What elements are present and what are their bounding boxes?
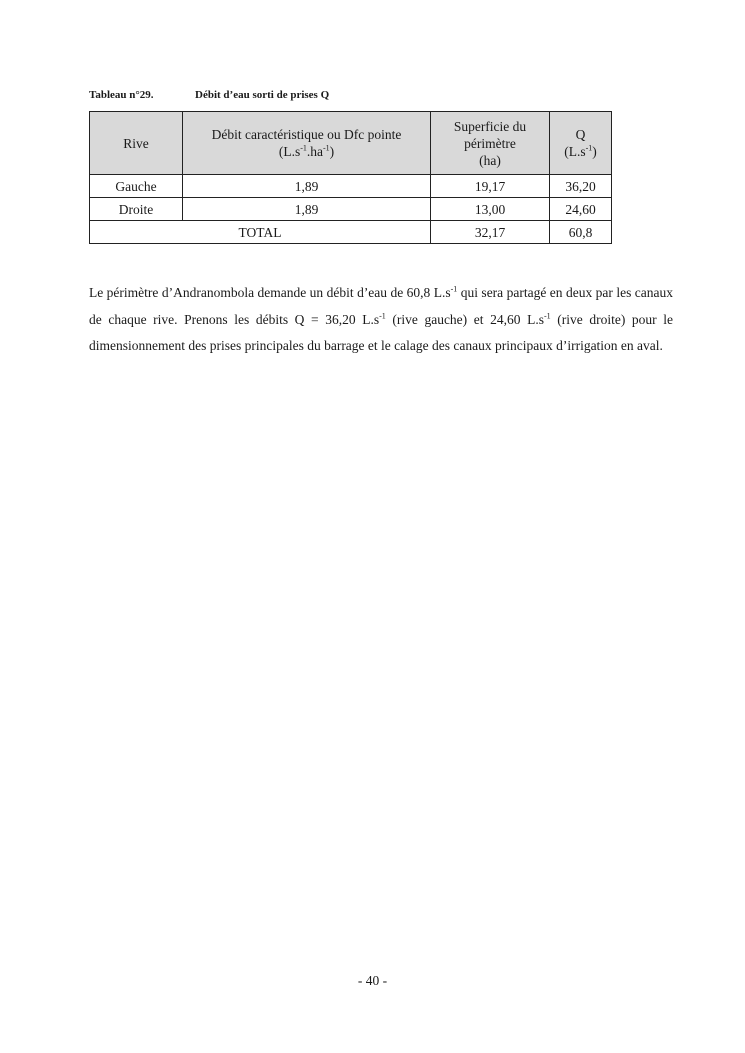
table-row <box>90 198 612 221</box>
cell-debit: 1,89 <box>183 175 431 198</box>
cell-q: 24,60 <box>550 198 612 221</box>
cell-superficie: 13,00 <box>431 198 550 221</box>
header-rive: Rive <box>90 112 183 175</box>
table-caption <box>89 89 329 101</box>
cell-total-label: TOTAL <box>90 221 431 244</box>
cell-debit: 1,89 <box>183 198 431 221</box>
body-paragraph: Le périmètre d’Andranombola demande un débit d’eau de 60,8 $L.s^{-1}$ qui sera partagé en deux par les canaux de chaque rive. Prenons les débits Q = 36,20 $L.s^{-1}$ (rive gauche) et 24,60 $L.s^{-1}$ (rive droite) pour le dimensionnement des prises principales du barrage et le calage des canaux principaux d’irrigation en aval. <box>89 284 673 353</box>
header-debit: Débit caractéristique ou Dfc pointe $(L.s^{-1}.ha^{-1})$ <box>183 112 431 175</box>
table-row <box>90 175 612 198</box>
header-q: Q $(L.s^{-1})$ <box>550 112 612 175</box>
cell-rive: Gauche <box>90 175 183 198</box>
cell-total-superficie: 32,17 <box>431 221 550 244</box>
table-total-row <box>90 221 612 244</box>
caption-title: Débit d’eau sorti de prises Q <box>195 89 330 101</box>
cell-total-q: 60,8 <box>550 221 612 244</box>
discharge-table <box>89 111 612 244</box>
caption-number: Tableau n°29. <box>89 89 154 101</box>
cell-superficie: 19,17 <box>431 175 550 198</box>
cell-rive: Droite <box>90 198 183 221</box>
page-number: - 40 - <box>357 973 388 988</box>
header-superficie: Superficie du périmètre (ha) <box>431 112 550 175</box>
cell-q: 36,20 <box>550 175 612 198</box>
table-header-row <box>90 112 612 175</box>
